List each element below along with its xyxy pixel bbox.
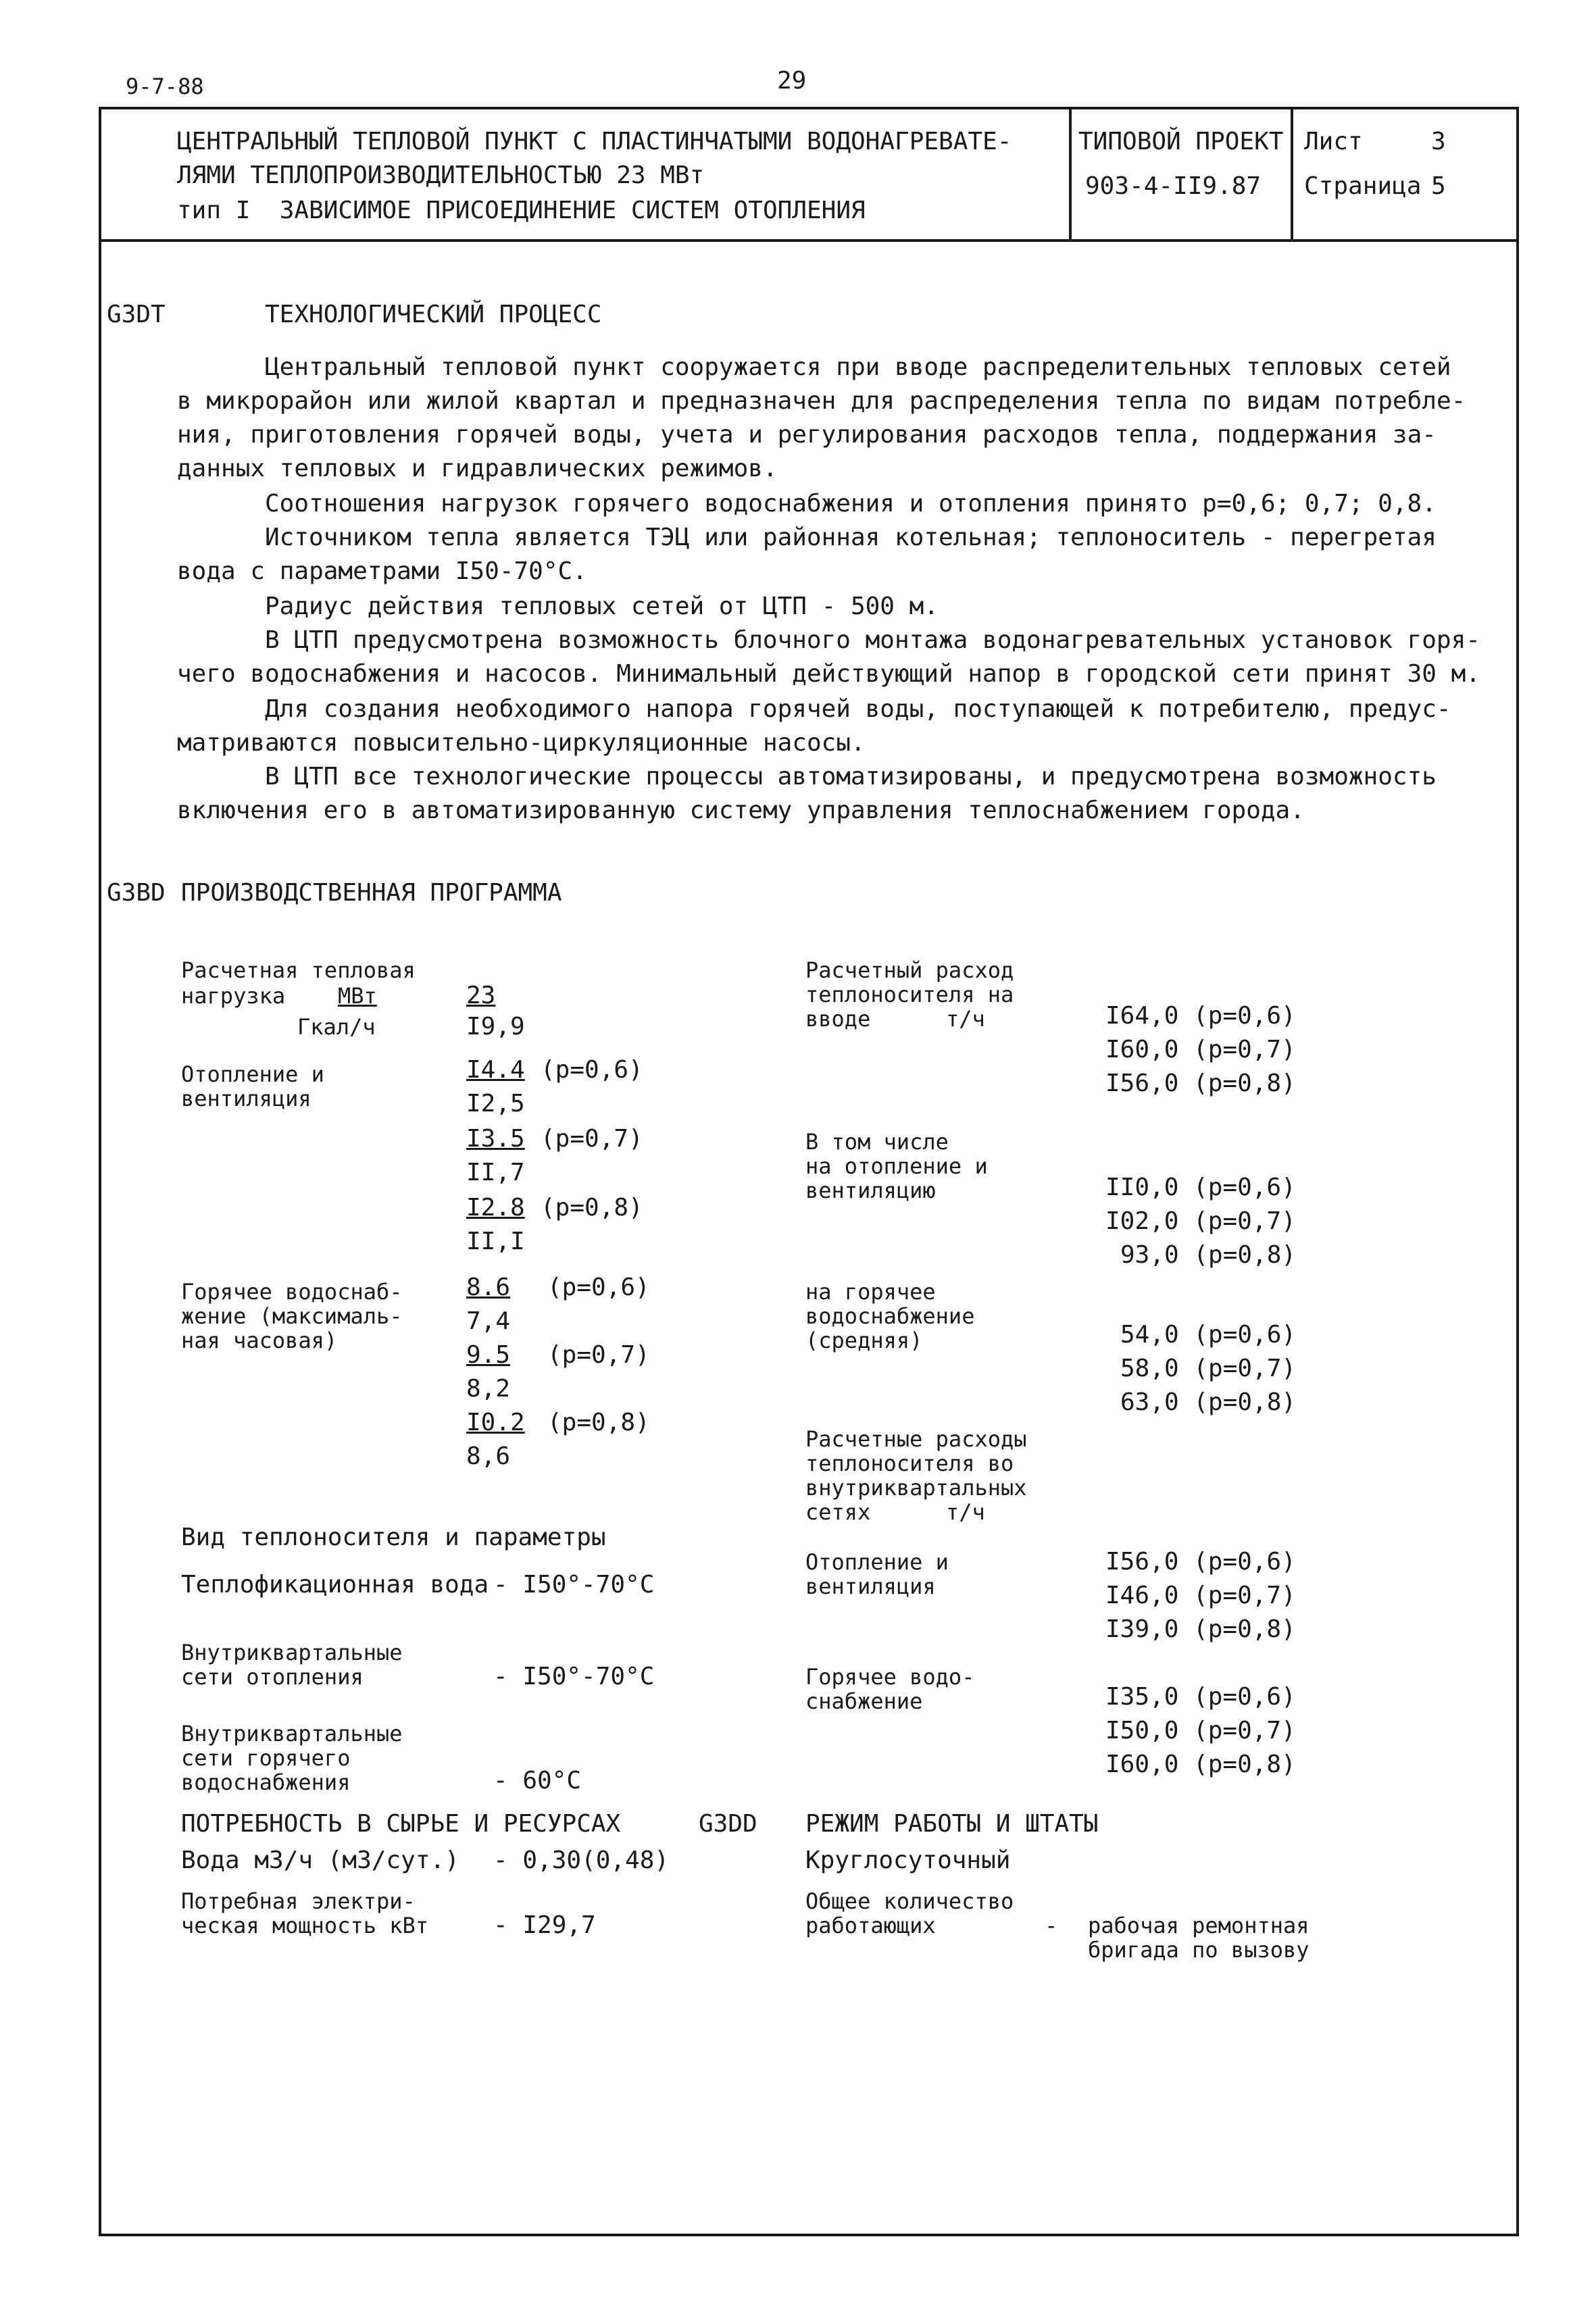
intra-hw-flow-label-1: Горячее водо- [805, 1664, 975, 1690]
hw-ratio: (р=0,6) [547, 1274, 650, 1301]
s1-line: Для создания необходимого напора горячей воды, поступающей к потребителю, предус- [265, 695, 1451, 723]
s1-line: вода с параметрами I50-70°С. [177, 557, 587, 585]
hw-ratio: (р=0,8) [547, 1409, 650, 1436]
staff-value-2: бригада по вызову [1088, 1937, 1310, 1963]
incl-label-3: вентиляцию [805, 1178, 936, 1203]
sheet-label: Лист [1304, 128, 1363, 155]
title-line-1: ЦЕНТРАЛЬНЫЙ ТЕПЛОВОЙ ПУНКТ С ПЛАСТИНЧАТЫМИ ВОДОНАГРЕВАТЕ- [177, 128, 1012, 155]
s1-line: В ЦТП все технологические процессы автоматизированы, и предусмотрена возможность [265, 763, 1437, 790]
water-label: Вода м3/ч (м3/сут.) [181, 1846, 459, 1874]
water-value: - 0,30(0,48) [493, 1846, 670, 1874]
s1-line: В ЦТП предусмотрена возможность блочного монтажа водонагревательных установок горя- [265, 626, 1480, 654]
intra-hw-flow-label-2: снабжение [805, 1688, 923, 1714]
intra-hw-flow-value: I50,0 (р=0,7) [1105, 1717, 1296, 1744]
intra-hw-label-2: сети горячего [181, 1745, 351, 1771]
intra-heat-flow-value: I46,0 (р=0,7) [1105, 1582, 1296, 1609]
flow-heating-value: I02,0 (р=0,7) [1105, 1207, 1296, 1235]
load-label-2: нагрузка [181, 983, 286, 1009]
flow-label-3: вводе [805, 1006, 871, 1032]
s1-line: в микрорайон или жилой квартал и предназначен для распределения тепла по видам потребле- [177, 387, 1466, 415]
flow-input-value: I56,0 (р=0,8) [1105, 1070, 1296, 1097]
power-label-1: Потребная электри- [181, 1888, 416, 1914]
intra-heat-label-2: сети отопления [181, 1664, 364, 1690]
section1-code: G3DT [107, 301, 166, 328]
intra-hw-label-3: водоснабжения [181, 1769, 351, 1795]
s1-line: Соотношения нагрузок горячего водоснабжения и отопления принято р=0,6; 0,7; 0,8. [265, 490, 1437, 518]
flow-input-value: I64,0 (р=0,6) [1105, 1002, 1296, 1030]
heating-ratio: (р=0,7) [541, 1125, 643, 1153]
s1-line: Источником тепла является ТЭЦ или районная котельная; теплоноситель - перегретая [265, 524, 1437, 551]
heating-gcal: II,7 [466, 1159, 525, 1186]
doc-code: 9-7-88 [126, 74, 204, 99]
hwavg-label-1: на горячее [805, 1279, 936, 1305]
carrier-heading: Вид теплоносителя и параметры [181, 1524, 606, 1551]
s1-line: включения его в автоматизированную систему управления теплоснабжением города. [177, 797, 1305, 824]
intra-hw-flow-value: I60,0 (р=0,8) [1105, 1751, 1296, 1778]
incl-label-1: В том числе [805, 1129, 949, 1155]
flow-input-value: I60,0 (р=0,7) [1105, 1036, 1296, 1063]
page-label: Страница [1304, 172, 1422, 200]
staff-label-1: Общее количество [805, 1888, 1014, 1914]
hw-gcal: 8,6 [466, 1442, 511, 1470]
project-label: ТИПОВОЙ ПРОЕКТ [1078, 128, 1284, 155]
project-number: 903-4-II9.87 [1085, 172, 1262, 200]
section3-heading: ПОТРЕБНОСТЬ В СЫРЬЕ И РЕСУРСАХ [181, 1810, 621, 1838]
staff-value-1: рабочая ремонтная [1088, 1913, 1310, 1938]
heating-gcal: II,I [466, 1228, 525, 1255]
hw-mw: I0.2 [466, 1409, 525, 1436]
hw-gcal: 7,4 [466, 1307, 511, 1335]
title-line-2: ЛЯМИ ТЕПЛОПРОИЗВОДИТЕЛЬНОСТЬЮ 23 МВт [177, 161, 705, 189]
staff-label-2: работающих [805, 1913, 936, 1938]
hw-mw: 8.6 [466, 1274, 511, 1301]
flow-heating-value: 93,0 (р=0,8) [1120, 1241, 1297, 1269]
section2-code: G3BD [107, 879, 166, 907]
flow-hw-value: 54,0 (р=0,6) [1120, 1321, 1297, 1349]
flow-hw-value: 63,0 (р=0,8) [1120, 1388, 1297, 1416]
intra-hw-value: - 60°С [493, 1767, 582, 1794]
s1-line: ния, приготовления горячей воды, учета и регулирования расходов тепла, поддержания за- [177, 421, 1437, 449]
hw-ratio: (р=0,7) [547, 1341, 650, 1369]
hwavg-label-2: водоснабжение [805, 1303, 975, 1329]
flow-label-2: теплоносителя на [805, 982, 1014, 1007]
heating-ratio: (р=0,8) [541, 1194, 643, 1222]
heating-mw: I4.4 [466, 1056, 525, 1084]
page-value: 5 [1431, 172, 1446, 200]
carrier-water-value: - I50°-70°С [493, 1571, 655, 1599]
intra-flow-label-2: теплоносителя во [805, 1451, 1014, 1476]
section1-heading: ТЕХНОЛОГИЧЕСКИЙ ПРОЦЕСС [265, 301, 602, 328]
sheet-value: 3 [1431, 128, 1446, 155]
heating-label-1: Отопление и [181, 1061, 324, 1087]
section2-heading: ПРОИЗВОДСТВЕННАЯ ПРОГРАММА [181, 879, 562, 907]
title-divider-2 [1291, 107, 1293, 242]
heating-mw: I2.8 [466, 1194, 525, 1222]
heating-gcal: I2,5 [466, 1090, 525, 1117]
heating-label-2: вентиляция [181, 1086, 311, 1111]
work-mode: Круглосуточный [805, 1846, 1011, 1874]
hw-label-1: Горячее водоснаб- [181, 1279, 403, 1305]
load-label-1: Расчетная тепловая [181, 957, 416, 983]
intra-heat-flow-value: I56,0 (р=0,6) [1105, 1548, 1296, 1576]
intra-heat-flow-label-2: вентиляция [805, 1574, 936, 1599]
section4-heading: РЕЖИМ РАБОТЫ И ШТАТЫ [805, 1810, 1099, 1838]
load-mw: 23 [466, 982, 496, 1009]
power-value: - I29,7 [493, 1911, 596, 1939]
hw-label-3: ная часовая) [181, 1328, 338, 1353]
load-unit-mw: МВт [338, 983, 377, 1009]
intra-flow-label-4: сетях [805, 1499, 871, 1525]
s1-line: Центральный тепловой пункт сооружается при вводе распределительных тепловых сетей [265, 353, 1451, 381]
flow-hw-value: 58,0 (р=0,7) [1120, 1355, 1297, 1382]
intra-heat-label-1: Внутриквартальные [181, 1640, 403, 1665]
intra-heat-flow-value: I39,0 (р=0,8) [1105, 1615, 1296, 1643]
intra-flow-unit: т/ч [946, 1499, 985, 1525]
heating-ratio: (р=0,6) [541, 1056, 643, 1084]
intra-hw-label-1: Внутриквартальные [181, 1721, 403, 1746]
section4-code: G3DD [699, 1810, 757, 1838]
heating-mw: I3.5 [466, 1125, 525, 1153]
intra-hw-flow-value: I35,0 (р=0,6) [1105, 1683, 1296, 1711]
flow-heating-value: II0,0 (р=0,6) [1105, 1174, 1296, 1201]
s1-line: данных тепловых и гидравлических режимов. [177, 455, 778, 482]
s1-line: Радиус действия тепловых сетей от ЦТП - 500 м. [265, 593, 939, 620]
hw-label-2: жение (максималь- [181, 1303, 403, 1329]
intra-flow-label-1: Расчетные расходы [805, 1426, 1027, 1452]
staff-dash: - [1045, 1913, 1058, 1938]
s1-line: матриваются повысительно-циркуляционные насосы. [177, 729, 866, 757]
incl-label-2: на отопление и [805, 1153, 988, 1179]
hw-mw: 9.5 [466, 1341, 511, 1369]
flow-unit: т/ч [946, 1006, 985, 1032]
title-line-3: тип I ЗАВИСИМОЕ ПРИСОЕДИНЕНИЕ СИСТЕМ ОТОПЛЕНИЯ [177, 197, 866, 224]
title-divider-1 [1069, 107, 1072, 242]
load-gcal: I9,9 [466, 1013, 525, 1040]
intra-flow-label-3: внутриквартальных [805, 1475, 1027, 1501]
hwavg-label-3: (средняя) [805, 1328, 923, 1353]
flow-label-1: Расчетный расход [805, 957, 1014, 983]
load-unit-gcal: Гкал/ч [297, 1014, 376, 1040]
intra-heat-flow-label-1: Отопление и [805, 1549, 949, 1575]
intra-heat-value: - I50°-70°С [493, 1663, 655, 1690]
page-number: 29 [777, 67, 807, 95]
hw-gcal: 8,2 [466, 1375, 511, 1403]
power-label-2: ческая мощность кВт [181, 1913, 429, 1938]
s1-line: чего водоснабжения и насосов. Минимальный действующий напор в городской сети принят 30 м. [177, 660, 1480, 688]
carrier-water-label: Теплофикационная вода [181, 1571, 489, 1599]
